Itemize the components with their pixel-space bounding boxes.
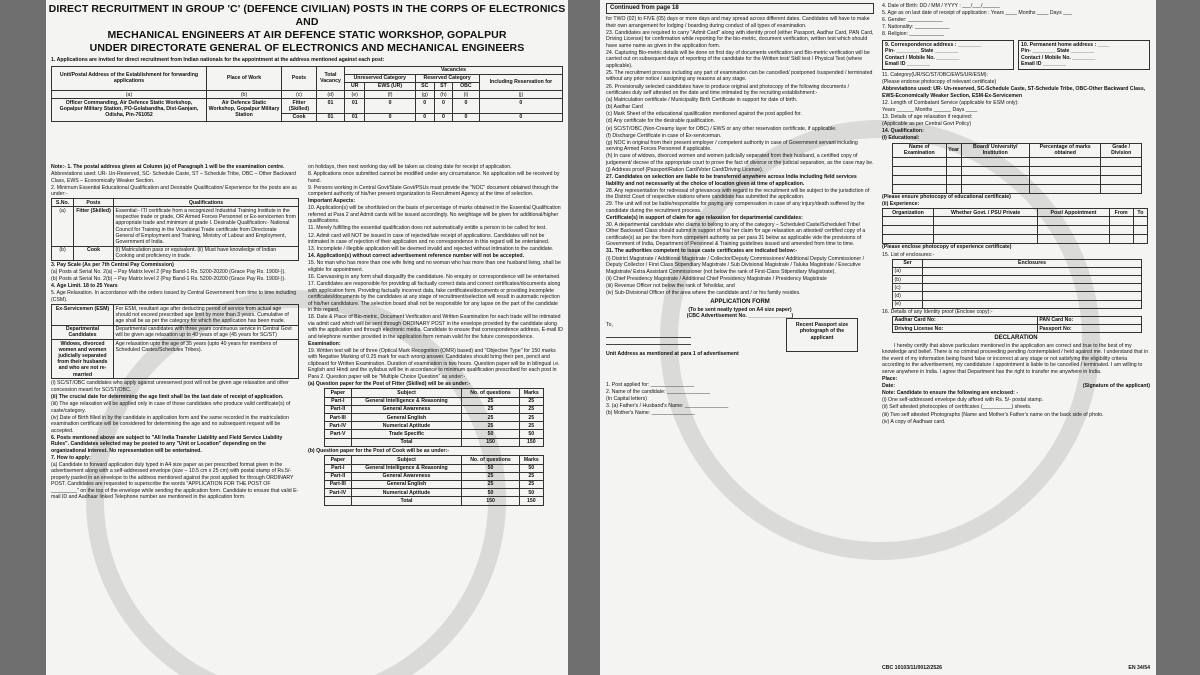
table-row: (d)	[893, 292, 1142, 300]
table-row: Total 150 150	[325, 438, 544, 446]
table-row	[893, 158, 1142, 167]
table-row: (b)	[893, 276, 1142, 284]
table-row: Cook 01 01 0 0 0 0 0	[52, 113, 563, 121]
cook-exam-table: Paper Subject No. of questions Marks Part-I General Intelligence & Reasoning 50 50 Part-II General Awareness 25 25 Part-III General English 25 25 Part-IV Numerical Aptitude 50 50 Total 150 150	[324, 455, 544, 505]
photo-box: Recent Passport size photograph of the applicant	[786, 318, 858, 352]
enclosures-table: Ser Enclosures (a) (b) (c) (d) (e)	[892, 259, 1142, 309]
table-row: Part-V Trade Specific 50 50	[325, 430, 544, 438]
experience-table: Organization Whether Govt. / PSU Private Post/ Appointment From To	[882, 208, 1148, 244]
table-row: (c)	[893, 284, 1142, 292]
education-table: Name of Examination Year Board/ University/ Institution Percentage of marks obtained Grade / Division	[892, 143, 1142, 194]
right-column-1: Continued from page 18 for TWO (02) to FIVE (05) days or more days and may spread across different dates. Candidates will have to make their own arrangement for lodging / boarding during conduct of all types of examination. 23. Candidates are required to carry "Admit Card" along with identity proof (either Passport, Aadhar Card, PAN Card, Driving License) for confirmation while reporting for the bio-metric, document verification, written test which should have same name as given in the application form. 24. Capturing Bio-metric details will be done on first day of documents verification and Bio-metric verification will be carried out on subsequent days of reporting of the candidate for the Written test/ Skill test / Physical Test (where applicable). 25. The recruitment process including any part of examination can be cancelled/ postponed /suspended / terminated without any prior notice / assigning any reasons at any stage. 26. Provisionally selected candidates have to produce original and photocopy of the following documents / certificates duly self attested on the date and time intimated by the recruiting establishment:- (a) Matriculation certificate / Municipality Birth Certificate in support for date of birth. (b) Aadhar Card (c) Mark Sheet of the educational qualification mentioned against the post applied for. (d) Any certificate for the desirable qualification. (e) SC/ST/OBC (Non-Creamy layer for OBC) / EWS or any other reservation certificate, if applicable. (f) Discharge Certificate in case of Ex-serviceman. (g) NOC in original from their present employer / competent authority in case of Government servant including serving Armed Forces Personnel if applicable. (h) In case of widows, divorced women and women judicially separated from their husband, a certified copy of judgement/ decree of the appropriate court to prove the fact of divorce or the judicial separation, as the case may be. (j) Address proof (Passport/Ration Card/Voter Card/Driving License). 27. Candidates on selection are liable to be transferred anywhere across India including field services liability and not necessarily at the choice of location given at time of application. 28. Any representation for redressal of grievances with regard to the recruitment will be subject to the jurisdiction of the District Court of respective stations where candidate has submitted the application. 29. The unit will not be liable/responsible for paying any compensation in case of any injury/death suffered by the candidate during the recruitment process. Certificate(s) in support of claim for age relaxation for departmental candidates: 30. A departmental candidate who claims to belong to any of the category – Scheduled Caste/Scheduled Tribe/ Other Backward Class should submit in support of his/ her claim for age relaxation an attested/ certified copy of a certificate(s) as per the form from competent authority as per para 31 below as applicable vide the provisions of Government of India, Department of Personnel & Training guidelines issued and amended from time to time. 31. The authorities competent to issue caste certificates are indicated below:- (i) District Magistrate / Additional Magistrate / Collector/Deputy Commissioner/ Additional Deputy Commissioner / Deputy Collector / First Class Stipendiary Magistrate / Sub Divisional Magistrate / Taluka Magistrate / Executive Magistrate/ Extra Assistant Commissioner (not below the rank of First-Class Stipendiary Magistrate). (ii) Chief Presidency Magistrate / Additional Chief Presidency Magistrate / Presidency Magistrate (iii) Revenue Officer not below the rank of Tehsildar, and (iv) Sub-Divisional Officer of the area where the candidate and / or his family resides. APPLICATION FORM (To be sent neatly typed on A4 size paper) (CBC Advertisement No. _______________) To, Recent Passport size photograph of the applicant Unit Address as mentioned at para 1 of advertisement 1. Post applied for: _______________ 2. Name of the candidate: _______________ (In Capital letters) 3. (a) Father's / Husband's Name: _______________ (b) Mother's Name: _______________	[606, 5, 874, 416]
continued-banner: Continued from page 18	[606, 3, 874, 14]
age-relaxation-table	[51, 304, 299, 379]
page-footer	[882, 665, 1150, 672]
table-row	[883, 235, 1148, 244]
address-line	[606, 338, 691, 345]
table-row: Departmental Candidates Departmental candidates with three years continuous service in Central Govt will be given age relaxation up to 40 years of age (45 years for SC/ST)	[52, 325, 299, 339]
address-boxes	[882, 40, 1150, 70]
cbc-number: CBC 10103/11/0012/2526	[882, 664, 942, 671]
advertisement-title: DIRECT RECRUITMENT IN GROUP 'C' (DEFENCE CIVILIAN) POSTS IN THE CORPS OF ELECTRONICS AND MECHANICAL ENGINEERS AT AIR DEFENCE STATIC WORKSHOP, GOPALPUR UNDER DIRECTORATE GENERAL OF ELECTRONICS AND MECHANICAL ENGINEERS	[48, 3, 566, 54]
table-row	[893, 185, 1142, 194]
address-line	[606, 331, 691, 338]
vacancy-table: Unit/Postal Address of the Establishment for forwarding applications Place of Work Posts Total Vacancy Vacancies Unreserved Category Reserved Category Including Reservation for UR EWS (UR) SC ST OBC (a) (b) (c) (d) (e) (f) (g) (h) (i) (j) Officer Commanding, Air Defence Static Workshop, Gopalpur Military Station, PO-Golabandha, Dist-Ganjam, Odisha, Pin-761052 Air Defence Static Workshop, Gopalpur Military Station Fitter (Skilled) 01 01 0 0 0 0 0 Cook 01 01 0 0 0 0 0	[51, 66, 563, 122]
form-address-block: To, Recent Passport size photograph of the applicant Unit Address as mentioned at para 1 of advertisement	[606, 322, 874, 382]
date-signature-row: Date: (Signature of the applicant)	[882, 382, 1150, 389]
table-row: (b) Cook (i) Matriculation pass or equivalent. (ii) Must have knowledge of Indian Cooking and proficiency in trade.	[52, 246, 299, 260]
qualification-table: S.No. Posts Qualifications (a) Fitter (Skilled) Essential:- ITI certificate from a recognized Industrial Training Institute in the respective trade or grade, OR Armed Forces Personnel or Ex-servicemen from appropriate trade and minimum at grade I. Desirable Qualification:- National Council for Training in the Vocational Trade certificate from Directorate General of Employment and Training, Ministry of Labour and Employment, Government of India. (b) Cook (i) Matriculation pass or equivalent. (ii) Must have knowledge of Indian Cooking and proficiency in trade.	[51, 198, 299, 261]
correspondence-address-box: 9. Correspondence address : ________ Pin- ________ State ________ Contact / Mobile No. ________ Email ID ________	[882, 40, 1014, 70]
left-column-2: on holidays, then next working day will be taken as closing date for receipt of application. 8. Applications once submitted cannot be modified under any circumstance. No application will be received by hand. 9. Persons working in Central Govt/State Govt/PSUs must provide the "NOC" document obtained through the competent authority of his/her present organization to Recruitment Agency at the time of selection. Important Aspects: 10. Application(s) will be shortlisted on the basis of percentage of marks obtained in the Essential Qualification referred at Para 2 and Admit cards will be issued accordingly. No weightage will be given for additional/higher qualifications. 11. Merely fulfilling the essential qualification does not automatically entitle a person to be called for test. 12. Admit card will NOT be issued in case of rejected/late receipt of applications. Candidates will not be intimated in case of rejection of their application and no correspondence in this regard will be entertained. 13. Incomplete / illegible application will be deemed invalid and rejected without intimation to the candidate. 14. Application(s) without correct advertisement reference number will not be accepted. 15. No man who has more than one wife living and no woman who has more than one husband living, shall be eligible for appointment. 16. Canvassing in any form shall disqualify the candidature. No enquiry or correspondence will be entertained. 17. Candidates are responsible for providing all factually correct data and correct certificates/documents along with application form. Providing factually incorrect data, fake certificates/documents or providing incomplete certificates/documents by the candidates at any stage of recruitment/selection will result in automatic rejection of his/her candidature. The selection board shall not be responsible for any lapse on the part of the candidate in this regard. 18. Date & Place of Bio-metric, Document Verification and Written Examination for each trade will be intimated via admit card which will be sent through ORDINARY POST in the envelope provided by the candidate along with the application and through electronic media. Candidate to ensure that correspondence address, E-mail ID and telephone number provided in the application form remain valid for the future correspondence. Examination: 19. Written test will be of three (Optical Mark Recognition (OMR) based) and "Objective Type" for 150 marks with Negative Marking of 0.25 mark for each wrong answer. Candidates should bring their pen, pencil and clipboard for Written Examination. Duration of examination is two hours. Question paper will be in bilingual i.e. English and Hindi and the syllabus will be in accordance to minimum qualification prescribed for each post in Para 2. Question paper will be "Multiple Choice Question" as under:- (a) Question paper for the Post of Fitter (Skilled) will be as under:- Paper Subject No. of questions Marks Part-I General Intelligence & Reasoning 25 25 Part-II General Awareness 25 25 Part-III General English 25 25 Part-IV Numerical Aptitude 25 25 Part-V Trade Specific 50 50 Total 150 150 (b) Question paper for the Post of Cook will be as under:- Paper Subject No. of questions Marks Part-I General Intelligence & Reasoning 50 50 Part-II General Awareness 25 25 Part-III General English 25 25 Part-IV Numerical Aptitude 50 50 Total 150 150	[308, 164, 563, 504]
table-row: Part-IV Numerical Aptitude 50 50	[325, 489, 544, 497]
page-code: EN 34/54	[1128, 664, 1150, 671]
newspaper-page-left	[46, 0, 568, 675]
table-row: Ex-Servicemen (ESM) For ESM, resultant age after deducting period of service from actual age should not exceed prescribed age limit by more than 3 years. Cumulative of age shall be as per the category for which the application has been made.	[52, 305, 299, 326]
table-row	[893, 176, 1142, 185]
intro-text: 1. Applications are invited for direct recruitment from Indian nationals for the appointment at the address mentioned against each post:	[51, 57, 385, 63]
table-row	[883, 226, 1148, 235]
table-row: (e)	[893, 300, 1142, 308]
left-column-1: Note:- 1. The postal address given at Column (a) of Paragraph 1 will be the examination centre. Abbreviations used: UR- Un-Reserved, SC- Schedule Caste, ST – Schedule Tribe, OBC – Other Backward Class, EWS – Economically Weaker Section. 2. Minimum Essential Educational Qualification and Desirable Qualification/ Experience for the posts are as under:- S.No. Posts Qualifications (a) Fitter (Skilled) Essential:- ITI certificate from a recognized Industrial Training Institute in the respective trade or grade, OR Armed Forces Personnel or Ex-servicemen from appropriate trade and minimum at grade I. Desirable Qualification:- National Council for Training in the Vocational Trade certificate from Directorate General of Employment and Training, Ministry of Labour and Employment, Government of India. (b) Cook (i) Matriculation pass or equivalent. (ii) Must have knowledge of Indian Cooking and proficiency in trade. 3. Pay Scale (As per 7th Central Pay Commission) (a) Posts at Serial No. 2(a) – Pay Matrix level 2 (Pay Band-1 Rs. 5200-20200 (Grace Pay Rs. 1900/-)). (b) Posts at Serial No. 2(b) – Pay Matrix level 2 (Pay Band-1 Rs. 5200-20200 (Grace Pay Rs. 1900/-)). 4. Age Limit. 18 to 25 Years 5. Age Relaxation. In accordance with the orders issued by Central Government from time to time including (CSM). Ex-Servicemen (ESM) For ESM, resultant age after deducting period of service from actual age should not exceed prescribed age limit by more than 3 years. Cumulative of age shall be as per the category for which the application has been made. Departmental Candidates Departmental candidates with three years continuous service in Central Govt will be given age relaxation up to 40 years of age (45 years for SC/ST) Widows, divorced women and women judicially separated from their husbands and who are not re-married Age relaxation upto the age of 35 years (upto 40 years for members of Scheduled Castes/Schedules Tribes). (i) SC/ST/OBC candidates who apply against unreserved post will not be given age relaxation and other concession meant for SC/ST/OBC. (ii) The crucial date for determining the age limit shall be the last date of receipt of application. (iii) The age relaxation will be applied only in case of those candidates who produce valid certificate(s) of caste/category. (iv) Date of Birth filled in by the candidate in application form and the same recorded in the matriculation examination certificate will be considered for determining the age and no subsequent request will be accepted. 6. Posts mentioned above are subject to "All India Transfer Liability and Field Service Liability Rules". Candidates selected may be posted to any "Unit or Location" depending on the organizational interest. No representation will be entertained. 7. How to apply: (a) Candidate to forward application duly typed in A4 size paper as per prescribed format given in the advertisement along with a self-addressed envelope (size – 10.5 cm x 25 cm) with postal stamp of Rs.5/- properly pasted in an envelope to the address mentioned against the post applied for through ORDINARY POST. Candidates are requested to superscribe the words "APPLICATION FOR THE POST OF _________" on the top of the envelope while sending the application form. Candidate to ensure that valid E-mail ID and Aadhaar linked Telephone number are mentioned in the application form.	[51, 164, 299, 501]
identity-table	[892, 316, 1142, 333]
application-form-header: APPLICATION FORM (To be sent neatly typed on A4 size paper) (CBC Advertisement No. _______________)	[686, 299, 794, 320]
declaration-text: I hereby certify that above particulars mentioned in the application are correct and true to the best of my knowledge and belief. There is no criminal proceeding pending /contemplated / held against me. I understand that in the event of my information being found false or incorrect at any stage or not satisfying the eligibility criteria according to the advertisement, my candidature / appointment is liable to be cancelled / terminated. I am willing to serve anywhere in India. I agree that Department has the right to transfer me anywhere in India.	[882, 342, 1149, 375]
table-row: Total 150 150	[325, 497, 544, 505]
table-row: Part-III General English 25 25	[325, 480, 544, 488]
table-row	[893, 167, 1142, 176]
table-row: Aadhar Card No: PAN Card No:	[893, 316, 1142, 324]
table-row: Part-I General Intelligence & Reasoning 25 25	[325, 397, 544, 405]
permanent-address-box: 10. Permanent home address : ____ Pin- ________ State ________ Contact / Mobile No. ________ Email ID ________	[1018, 40, 1150, 70]
newspaper-page-right	[600, 0, 1156, 675]
table-row: (a) Fitter (Skilled) Essential:- ITI certificate from a recognized Industrial Training Institute in the respective trade or grade, OR Armed Forces Personnel or Ex-servicemen from appropriate trade and minimum at grade I. Desirable Qualification:- National Council for Training in the Vocational Trade certificate from Directorate General of Employment and Training, Ministry of Labour and Employment, Government of India.	[52, 207, 299, 246]
table-row: Widows, divorced women and women judicially separated from their husbands and who are not re-married Age relaxation upto the age of 35 years (upto 40 years for members of Scheduled Castes/Schedules Tribes).	[52, 340, 299, 379]
table-row: Part-II General Awareness 25 25	[325, 472, 544, 480]
table-row: Part-III General English 25 25	[325, 414, 544, 422]
table-row: (a)	[893, 267, 1142, 275]
table-row: Driving License No: Passport No:	[893, 325, 1142, 333]
declaration-title: DECLARATION	[994, 335, 1038, 342]
fitter-exam-table: Paper Subject No. of questions Marks Part-I General Intelligence & Reasoning 25 25 Part-II General Awareness 25 25 Part-III General English 25 25 Part-IV Numerical Aptitude 25 25 Part-V Trade Specific 50 50 Total 150 150	[324, 388, 544, 446]
table-row: Part-II General Awareness 25 25	[325, 405, 544, 413]
table-row: Part-I General Intelligence & Reasoning 50 50	[325, 464, 544, 472]
vacancy-table-wrap	[46, 66, 568, 122]
right-column-2: 4. Date of Birth: DD / MM / YYYY : ___/___/______ 5. Age as on last date of receipt of application : Years ____ Months ____ Days ___ 6. Gender: ____________ 7. Nationality: ____________ 8. Religion: ____________ 9. Correspondence address : ________ Pin- ________ State ________ Contact / Mobile No. ________ Email ID ________ 10. Permanent home address : ____ Pin- ________ State ________ Contact / Mobile No. ________ Email ID ________ 11. Category(UR/SC/ST/OBC/EWS/UR/ESM): (Please endorse photocopy of relevant certificate) Abbreviations used: UR- Un-reserved, SC-Schedule Caste, ST-Schedule Tribe, OBC-Other Backward Class, EWS-Economically Weaker Section, ESM-Ex-Servicemen 12. Length of Combatant Service (applicable for ESM only): Years ______ Months ______ Days ____ 13. Details of age relaxation if required: (Applicable as per Central Govt Policy) 14. Qualification: (i) Educational: Name of Examination Year Board/ University/ Institution Percentage of marks obtained Grade / Division (Please ensure photocopy of educational certificate) (ii) Experience: Organization Whether Govt. / PSU Private Post/ Appointment From To (Please enclose photocopy of experience certificate) 15. List of enclosures:- Ser Enclosures (a) (b) (c) (d) (e) 16. Details of any Identity proof (Enclose copy):- Aadhar Card No: PAN Card No: Driving License No: Passport No: DECLARATION I hereby certify that above particulars mentioned in the application are correct and true to the best of my knowledge and belief. There is no criminal proceeding pending /contemplated / held against me. I understand that in the event of my information being found false or incorrect at any stage or not satisfying the eligibility criteria according to the advertisement, my candidature / appointment is liable to be cancelled / terminated. I am willing to serve anywhere in India. I agree that Department has the right to transfer me anywhere in India. Place: Date: (Signature of the applicant) Note: Candidate to ensure the following are enclosed: - (i) One self-addressed envelope duly affixed with Rs. 5/- postal stamp. (ii) Self attested photocopies of certificates (__________) sheets. (iii) Two self attested Photographs (Name and Mother's Father's name on the back side of photo. (iv) A copy of Aadhaar card.	[882, 3, 1150, 425]
table-row: Officer Commanding, Air Defence Static Workshop, Gopalpur Military Station, PO-Golabandha, Dist-Ganjam, Odisha, Pin-761052 Air Defence Static Workshop, Gopalpur Military Station Fitter (Skilled) 01 01 0 0 0 0 0	[52, 99, 563, 113]
table-row: Part-IV Numerical Aptitude 25 25	[325, 422, 544, 430]
table-row	[883, 217, 1148, 226]
